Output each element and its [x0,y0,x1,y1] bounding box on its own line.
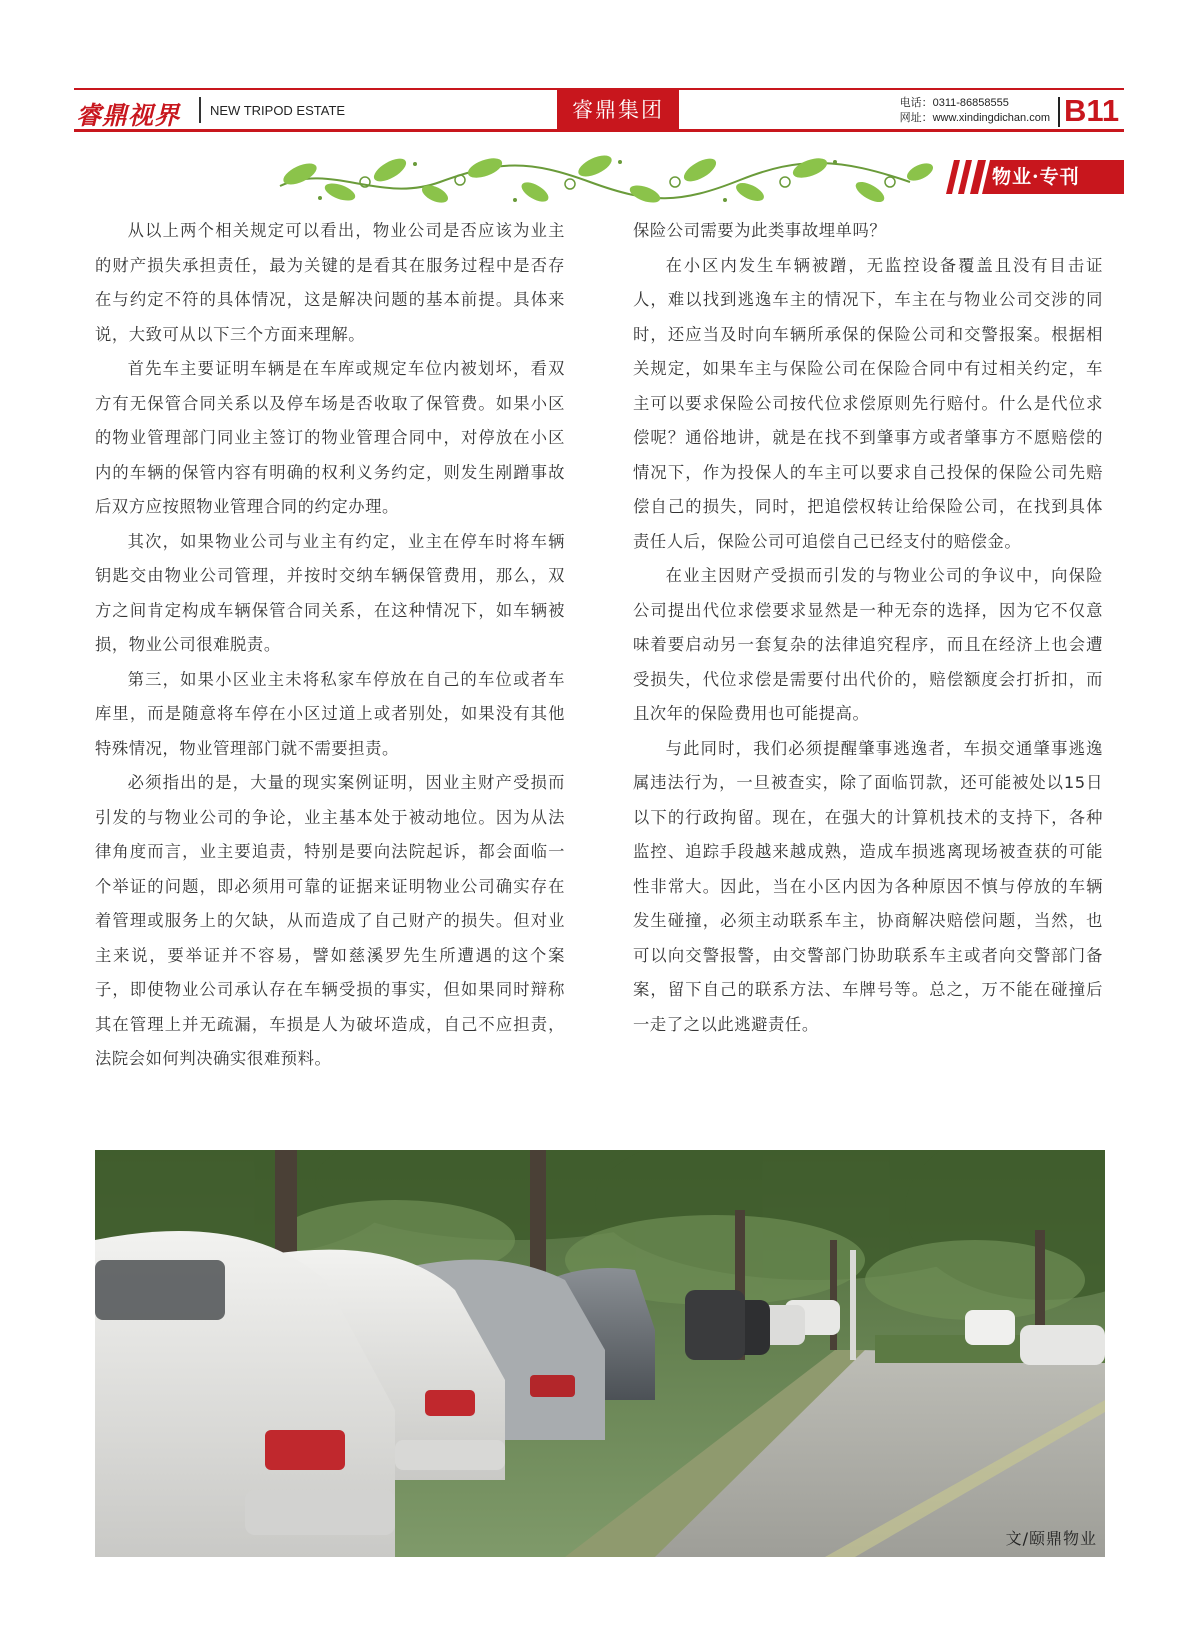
page-number: B11 [1064,93,1120,128]
paragraph: 首先车主要证明车辆是在车库或规定车位内被划坏，看双方有无保管合同关系以及停车场是否收取了保管费。如果小区的物业管理部门同业主签订的物业管理合同中，对停放在小区内的车辆的保管内容有明确的权利义务约定，则发生剐蹭事故后双方应按照物业管理合同的约定办理。 [95,359,565,516]
group-name-badge: 睿鼎集团 [557,88,679,132]
paragraph: 与此同时，我们必须提醒肇事逃逸者，车损交通肇事逃逸属违法行为，一旦被查实，除了面临罚款，还可能被处以15日以下的行政拘留。现在，在强大的计算机技术的支持下，各种监控、追踪手段越来越成熟，造成车损逃离现场被查获的可能性非常大。因此，当在小区内因为各种原因不慎与停放的车辆发生碰撞，必须主动联系车主，协商解决赔偿问题，当然，也可以向交警报警，由交警部门协助联系车主或者向交警部门备案，留下自己的联系方法、车牌号等。总之，万不能在碰撞后一走了之以此逃避责任。 [633,738,1103,1034]
article-left-column [95,214,565,1077]
masthead-logo: 睿鼎视界 [76,101,181,130]
parking-lot-photo [95,1150,1105,1557]
page-number-divider [1058,97,1060,127]
contact-info [900,96,1050,126]
paragraph: 其次，如果物业公司与业主有约定，业主在停车时将车辆钥匙交由物业公司管理，并按时交纳车辆保管费用，那么，双方之间肯定构成车辆保管合同关系，在这种情况下，如车辆被损，物业公司很难脱责。 [95,531,565,654]
vine-decoration-icon [270,152,970,208]
paragraph: 在小区内发生车辆被蹭，无监控设备覆盖且没有目击证人，难以找到逃逸车主的情况下，车主在与物业公司交涉的同时，还应当及时向车辆所承保的保险公司和交警报案。根据相关规定，如果车主与保险公司在保险合同中有过相关约定，车主可以要求保险公司按代位求偿原则先行赔付。什么是代位求偿呢？通俗地讲，就是在找不到肇事方或者肇事方不愿赔偿的情况下，作为投保人的车主可以要求自己投保的保险公司先赔偿自己的损失，同时，把追偿权转让给保险公司，在找到具体责任人后，保险公司可追偿自己已经支付的赔偿金。 [633,255,1103,551]
paragraph: 从以上两个相关规定可以看出，物业公司是否应该为业主的财产损失承担责任，最为关键的是看其在服务过程中是否存在与约定不符的具体情况，这是解决问题的基本前提。具体来说，大致可从以下三个方面来理解。 [95,221,565,344]
section-label: 物业·专刊 [992,166,1080,188]
paragraph: 在业主因财产受损而引发的与物业公司的争议中，向保险公司提出代位求偿要求显然是一种无奈的选择，因为它不仅意味着要启动另一套复杂的法律追究程序，而且在经济上也会遭受损失，代位求偿是需要付出代价的，赔偿额度会打折扣，而且次年的保险费用也可能提高。 [633,566,1103,723]
photo-caption: 文/颐鼎物业 [1005,1529,1097,1548]
masthead-divider [199,97,201,123]
paragraph: 必须指出的是，大量的现实案例证明，因业主财产受损而引发的与物业公司的争论，业主基本处于被动地位。因为从法律角度而言，业主要追责，特别是要向法院起诉，都会面临一个举证的问题，即必须用可靠的证据来证明物业公司确实存在着管理或服务上的欠缺，从而造成了自己财产的损失。但对业主来说，要举证并不容易，譬如慈溪罗先生所遭遇的这个案子，即使物业公司承认存在车辆受损的事实，但如果同时辩称其在管理上并无疏漏，车损是人为破坏造成，自己不应担责，法院会如何判决确实很难预料。 [95,773,565,1068]
paragraph-continuation: 保险公司需要为此类事故埋单吗？ [633,221,887,240]
phone-number: 电话：0311-86858555 [899,97,1009,109]
masthead-english-name: NEW TRIPOD ESTATE [210,103,346,118]
parked-cars-illustration [95,1150,1105,1557]
paragraph: 第三，如果小区业主未将私家车停放在自己的车位或者车库里，而是随意将车停在小区过道上或者别处，如果没有其他特殊情况，物业管理部门就不需要担责。 [95,669,565,758]
website-address: 网址：www.xindingdichan.com [899,112,1050,124]
article-right-column [633,214,1103,1042]
